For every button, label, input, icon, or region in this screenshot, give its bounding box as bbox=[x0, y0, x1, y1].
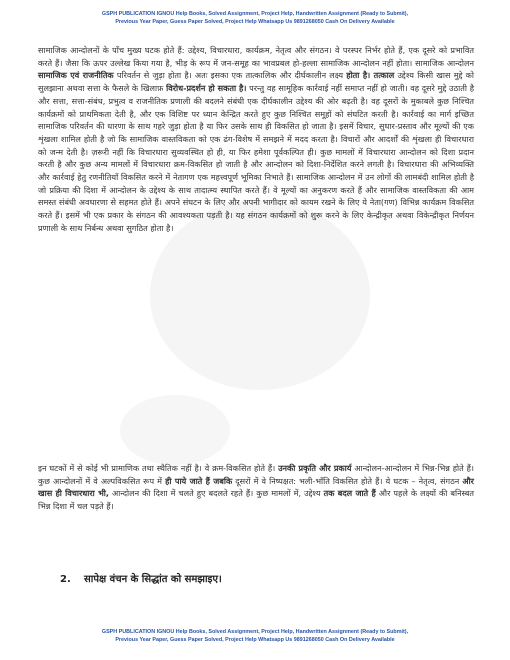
p2-text-2: आन्दोलन-आन्दोलन में भिन्न-भिन्न होते हैं। कुछ आन्दोलनों में वे अल्पविकसित रूप में bbox=[38, 463, 474, 486]
footer-line-1: GSPH PUBLICATION IGNOU Help Books, Solved Assignment, Project Help, Handwritten Assignment (Ready to Submit), bbox=[101, 629, 409, 635]
p1-text-1: सामाजिक आन्दोलनों के पाँच मुख्य घटक होते हैं: उद्देश्य, विचारधारा, कार्यक्रम, नेतृत्व और संगठन। वे परस्पर निर्भर होते हैं, एक दूसरे को प्रभावित करते हैं। जैसा कि ऊपर उल्लेख किया गया है, भीड़ के रूप में जन-समूह का भावप्रबल हो-हल्ला सामाजिक आन्दोलन नहीं होता। सामाजिक आन्दोलन bbox=[38, 45, 474, 68]
header-line-2: Previous Year Paper, Guess Paper Solved, Project Help Whatsapp Us 9891268050 Cash On Delivery Available bbox=[115, 19, 395, 25]
p2-text-1: इन घटकों में से कोई भी प्रामाणिक तथा स्थैतिक नहीं है। वे क्रम-विकसित होते हैं। bbox=[38, 463, 279, 473]
paragraph-evolution bbox=[38, 462, 474, 513]
p2-bold-2: ही पाये जाते हैं जबकि bbox=[165, 475, 233, 486]
watermark-seal bbox=[120, 395, 230, 465]
p2-text-4: आन्दोलन की दिशा में चलते हुए बदलते रहते हैं। कुछ मामलों में, उद्देश्य bbox=[108, 488, 324, 499]
p1-bold-3: विरोध-प्रदर्शन हो सकता है। bbox=[166, 83, 247, 94]
paragraph-components bbox=[38, 44, 474, 235]
footer-line-2: Previous Year Paper, Guess Paper Solved, Project Help Whatsapp Us 9891268050 Cash On Delivery Available bbox=[115, 637, 395, 643]
p1-bold-1: सामाजिक एवं राजनीतिक bbox=[38, 70, 114, 81]
header-line-1: GSPH PUBLICATION IGNOU Help Books, Solved Assignment, Project Help, Handwritten Assignment (Ready to Submit), bbox=[101, 11, 409, 17]
p2-bold-1: उनकी प्रकृति और प्रकार्य bbox=[278, 463, 352, 473]
page-header bbox=[0, 10, 510, 26]
p2-text-3: दूसरों में वे निष्पक्षत: भली-भाँति विकसित होते हैं। ये घटक – नेतृत्व, संगठन bbox=[232, 475, 463, 486]
p1-text-3: उद्देश्य किसी खास मुद्दे को सुलझाना अथवा सत्ता के फैसले के खिलाफ़ bbox=[38, 70, 474, 94]
p2-bold-4: तक बदल जाते हैं bbox=[323, 488, 376, 499]
p2-bold-3: और खास ही विचारधारा भी, bbox=[38, 475, 474, 499]
question-heading bbox=[60, 571, 222, 585]
question-text: सापेक्ष वंचन के सिद्धांत को समझाइए। bbox=[84, 574, 222, 585]
question-number: 2. bbox=[60, 574, 71, 585]
p1-bold-2: होता है। तत्काल bbox=[346, 70, 395, 81]
page-footer bbox=[0, 628, 510, 644]
p2-text-5: और पहले के लक्ष्यों की बनिस्बत भिन्न दिशा में चल पड़ते हैं। bbox=[38, 488, 474, 512]
p1-text-4: परन्तु वह सामूहिक कार्रवाई नहीं समाप्त नहीं हो जाती। वह दूसरे मुद्दे उठाती है और सत्ता, सत्ता-संबंध, प्रभुत्व व राजनीतिक प्रणाली की बदलने संबंधी एक दीर्घकालीन उद्देश्य की ओर बढ़ती है। वह दूसरों के मुकाबले कुछ निश्चित कार्यक्रमों को प्राथमिकता देती है, और एक विशिष्ट पर ध्यान केन्द्रित करते हुए कुछ निश्चित समूहों को संघटित करती है। कार्रवाई का मार्ग इच्छित सामाजिक परिवर्तन की धारणा के साथ गहरे जुड़ा होता है या फिर उसके साथ ही विकसित हो जाता है। इसमें विचार, सुधार-प्रस्ताव और मूल्यों की एक शृंखला शामिल होती है जो कि सामाजिक वास्तविकता को एक ढंग-विशेष में समझने में मदद करता है। विचारों और आदर्शों की शृंखला ही विचारधारा को जन्म देती है। ज़रूरी नहीं कि विचारधारा सुव्यवस्थित हो ही, या फिर हमेशा पूर्वकल्पित ही। कुछ मामलों में विचारधारा आन्दोलन को दिशा प्रदान करती है और कुछ अन्य मामलों में विचारधारा क्रम-विकसित हो जाती है और आन्दोलन को दिशा-निर्देशित करने लगती है। विचारधारा की अभिव्यक्ति और कार्रवाई हेतु रणनीतियाँ विकसित करने में नेतागण एक महत्त्वपूर्ण भूमिका निभाते हैं। सामाजिक आन्दोलन में उन लोगों की लामबंदी शामिल होती है जो प्रक्रिया की दिशा में आन्दोलन के उद्देश्य के साथ तादात्म्य स्थापित करते हैं। वे मूल्यों का अनुकरण करते हैं और सामाजिक वास्तविकता की आम समस्त संबंधी अवधारणा से सहमत होते हैं। अपने संघटन के लिए और अपनी भागीदार को कायम रखने के लिए ये नेता(गण) विभिन्न कार्यक्रम विकसित करते हैं। इसमें भी एक प्रकार के संगठन की आवश्यकता पड़ती है। यह संगठन कार्यक्रमों को शुरू करने के लिए केन्द्रीकृत अथवा विकेन्द्रीकृत निर्णयन प्रणाली के साथ निर्बन्ध अथवा सुगठित होता है। bbox=[38, 83, 474, 233]
p1-text-2: परिवर्तन से जुड़ा होता है। अतः इसका एक तात्कालिक और दीर्घकालीन लक्ष्य bbox=[113, 70, 347, 81]
